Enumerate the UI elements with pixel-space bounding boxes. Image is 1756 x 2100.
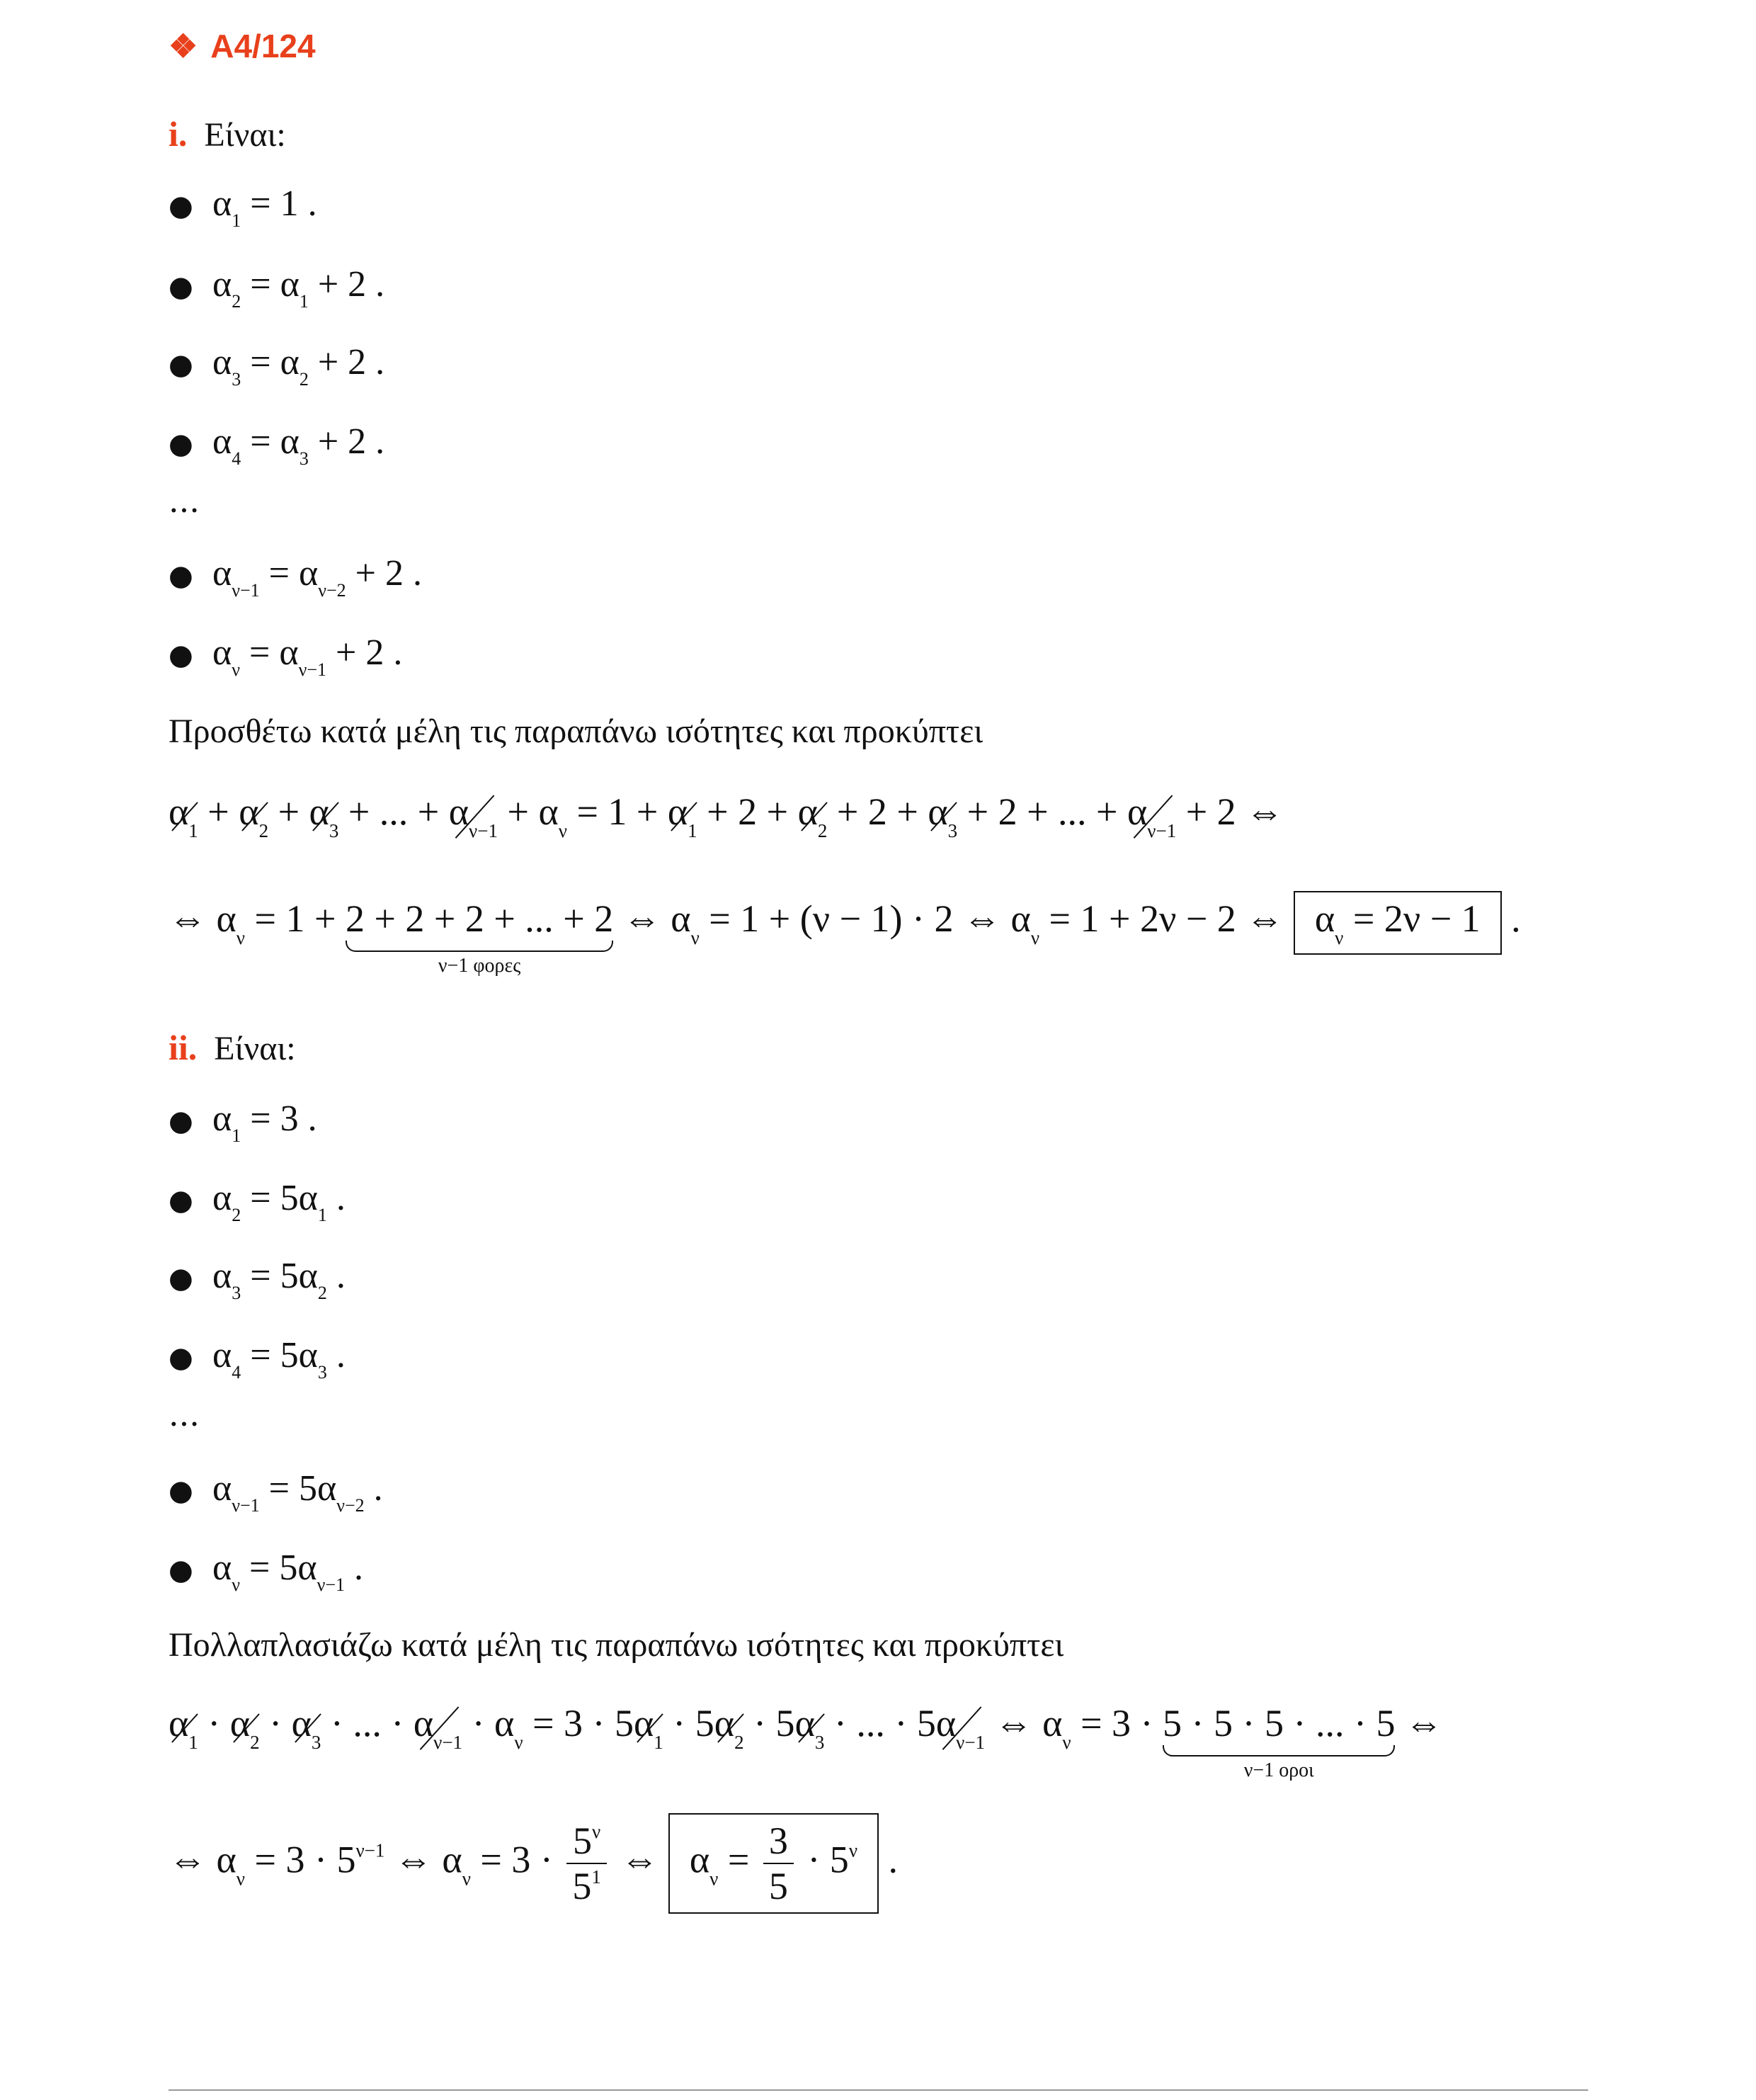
footer-divider	[169, 2089, 1588, 2091]
final-answer-box-ii: $\alpha_\nu$ = $\frac{3}{5}$ · $5^\nu$	[668, 1813, 879, 1914]
bullet-icon: ●	[169, 560, 193, 592]
bullet-icon: ●	[169, 1475, 193, 1507]
underbrace-label: ν−1 φορες	[438, 955, 521, 977]
fraction: $\frac{5^\nu}{5^1}$	[566, 1819, 607, 1908]
equation-b1: $\alpha_1 = 3$ .	[212, 1099, 317, 1146]
bullet-icon: ●	[169, 428, 193, 460]
bullet-icon: ●	[169, 348, 193, 381]
part-i-intro: Είναι:	[204, 116, 286, 154]
bullet-icon: ●	[169, 1554, 193, 1587]
bullet-icon: ●	[169, 190, 193, 222]
underbrace-label: ν−1 οροι	[1243, 1759, 1314, 1781]
bullet-icon: ●	[169, 271, 193, 303]
equation-b-n-minus-1: $\alpha_{\nu-1} = 5\alpha_{\nu-2}$ .	[212, 1468, 383, 1516]
equation-a4: $\alpha_4 = \alpha_3 + 2$ .	[212, 421, 385, 469]
equation-b3: $\alpha_3 = 5\alpha_2$ .	[212, 1256, 346, 1303]
product-sentence: Πολλαπλασιάζω κατά μέλη τις παραπάνω ισότητες και προκύπτει	[169, 1626, 1064, 1664]
bullet-icon: ●	[169, 1262, 193, 1295]
part-ii-intro: Είναι:	[214, 1030, 296, 1067]
equation-a3: $\alpha_3 = \alpha_2 + 2$ .	[212, 342, 385, 390]
equation-b4: $\alpha_4 = 5\alpha_3$ .	[212, 1335, 346, 1383]
telescoping-product-equation: $\alpha_1 \cdot \alpha_2 \cdot \alpha_3$ · ... · $\alpha_{\nu-1} \cdot \alpha_\nu = 3 \cdot 5\alpha_1 \cdot 5\alpha_2 \cdot 5\alpha_3$ · ... · $5\alpha_{\nu-1}$ ⇔ $\alpha_\nu = 3 \cdot 5 \cdot 5 \cdot 5$ · ... · 5 ν−1 οροι ⇔	[169, 1702, 1443, 1781]
bullet-icon: ●	[169, 1184, 193, 1217]
part-i-numeral: i.	[169, 114, 188, 154]
underbrace-twos: 2 + 2 + 2 + ... + 2 ν−1 φορες	[345, 897, 614, 977]
equation-a-n-minus-1: $\alpha_{\nu-1} = \alpha_{\nu-2} + 2$ .	[212, 553, 422, 601]
equation-a2: $\alpha_2 = \alpha_1 + 2$ .	[212, 264, 385, 312]
bullet-icon: ●	[169, 1105, 193, 1137]
ellipsis: ...	[169, 482, 200, 520]
part-ii-numeral: ii.	[169, 1028, 198, 1067]
bullet-icon: ●	[169, 1341, 193, 1374]
bullet-icon: ●	[169, 639, 193, 671]
part-i-intro-line	[169, 113, 286, 154]
problem-heading	[169, 27, 316, 65]
equation-a1: $\alpha_1 = 1$ .	[212, 183, 317, 231]
product-result-equation: ⇔ $\alpha_\nu = 3 \cdot 5^{\nu-1}$ ⇔ $\alpha_\nu = 3$ · $\frac{5^\nu}{5^1}$ ⇔ $\alpha_\nu$ = $\frac{3}{5}$ · $5^\nu$ .	[169, 1813, 898, 1914]
sum-result-equation: ⇔ $\alpha_\nu = 1 + 2 + 2 + 2$ + ... + 2 ν−1 φορες ⇔ $\alpha_\nu = 1 + (\nu - 1) \cdot 2$ ⇔ $\alpha_\nu = 1 + 2\nu - 2$ ⇔ $\alpha_\nu = 2\nu - 1$ .	[169, 891, 1521, 955]
final-answer-box-i: $\alpha_\nu = 2\nu - 1$	[1294, 891, 1502, 955]
equation-b2: $\alpha_2 = 5\alpha_1$ .	[212, 1178, 346, 1225]
problem-label: A4/124	[210, 28, 316, 64]
equation-b-n: $\alpha_\nu = 5\alpha_{\nu-1}$ .	[212, 1548, 364, 1595]
diamond-bullet-icon: ❖	[169, 28, 198, 64]
sum-sentence: Προσθέτω κατά μέλη τις παραπάνω ισότητες και προκύπτει	[169, 713, 984, 750]
underbrace-fives: 5 · 5 · 5 · ... · 5 ν−1 οροι	[1163, 1702, 1396, 1781]
equation-a-n: $\alpha_\nu = \alpha_{\nu-1} + 2$ .	[212, 632, 403, 680]
part-ii-intro-line	[169, 1027, 296, 1068]
ellipsis: ...	[169, 1395, 200, 1434]
telescoping-sum-equation: $\alpha_1 + \alpha_2 + \alpha_3$ + ... + $\alpha_{\nu-1} + \alpha_\nu = 1 + \alpha_1 + 2 + \alpha_2 + 2 + \alpha_3 + 2$ + ... + $\alpha_{\nu-1} + 2$ ⇔	[169, 790, 1284, 841]
